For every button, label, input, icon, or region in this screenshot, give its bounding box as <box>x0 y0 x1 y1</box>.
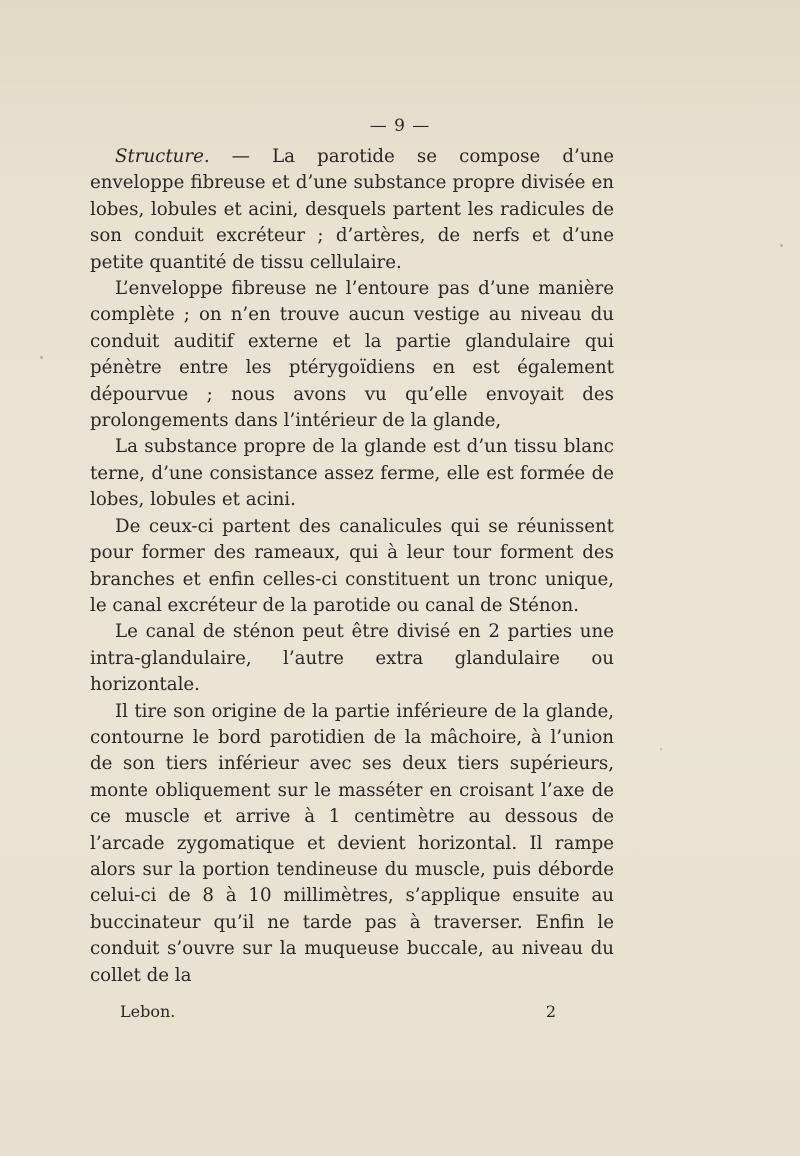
page-footer <box>120 1002 556 1021</box>
paper-speck <box>780 244 783 247</box>
paragraph-text: — La parotide se compose d’une enveloppe fibreuse et d’une substance propre divisée en lobes, lobules et acini, desquels partent les radicules de son conduit excréteur ; d’artères, de nerfs et d’une petite quantité de tissu cellulaire. <box>90 146 614 273</box>
paragraph-canalicules: De ceux-ci partent des canalicules qui se réunissent pour former des rameaux, qui à leur tour forment des branches et enfin celles-ci constituent un tronc unique, le canal excréteur de la parotide ou canal de Sténon. <box>90 515 614 616</box>
paragraph-substance: La substance propre de la glande est d’un tissu blanc terne, d’une consistance assez ferme, elle est formée de lobes, lobules et acini. <box>90 436 614 511</box>
paragraph-enveloppe: L’enveloppe fibreuse ne l’entoure pas d’une manière complète ; on n’en trouve aucun vestige au niveau du conduit auditif externe et la partie glandulaire qui pénètre entre les ptérygoïdiens en est également dépourvue ; nous avons vu qu’elle envoyait des prolongements dans l’intérieur de la glande, <box>90 278 614 432</box>
paragraph-structure <box>90 144 614 276</box>
paper-speck <box>40 356 43 359</box>
page-number: — 9 — <box>369 116 431 136</box>
footer-author: Lebon. <box>120 1002 176 1021</box>
body-text <box>90 144 614 989</box>
paper-speck <box>660 748 662 750</box>
section-heading: Structure. <box>115 146 210 167</box>
paragraph-origine: Il tire son origine de la partie inférieure de la glande, contourne le bord parotidien de la mâchoire, à l’union de son tiers inférieur avec ses deux tiers supérieurs, monte obliquement sur le masséter en croisant l’axe de ce muscle et arrive à 1 centimètre au dessous de l’arcade zygomatique et devient horizontal. Il rampe alors sur la portion tendineuse du muscle, puis déborde celui-ci de 8 à 10 millimètres, s’applique ensuite au buccinateur qu’il ne tarde pas à traverser. Enfin le conduit s’ouvre sur la muqueuse buccale, au niveau du collet de la <box>90 700 614 986</box>
paragraph-canal-stenon: Le canal de sténon peut être divisé en 2 parties une intra-glandulaire, l’autre extra glandulaire ou horizontale. <box>90 621 614 696</box>
footer-signature-number: 2 <box>545 1002 556 1021</box>
